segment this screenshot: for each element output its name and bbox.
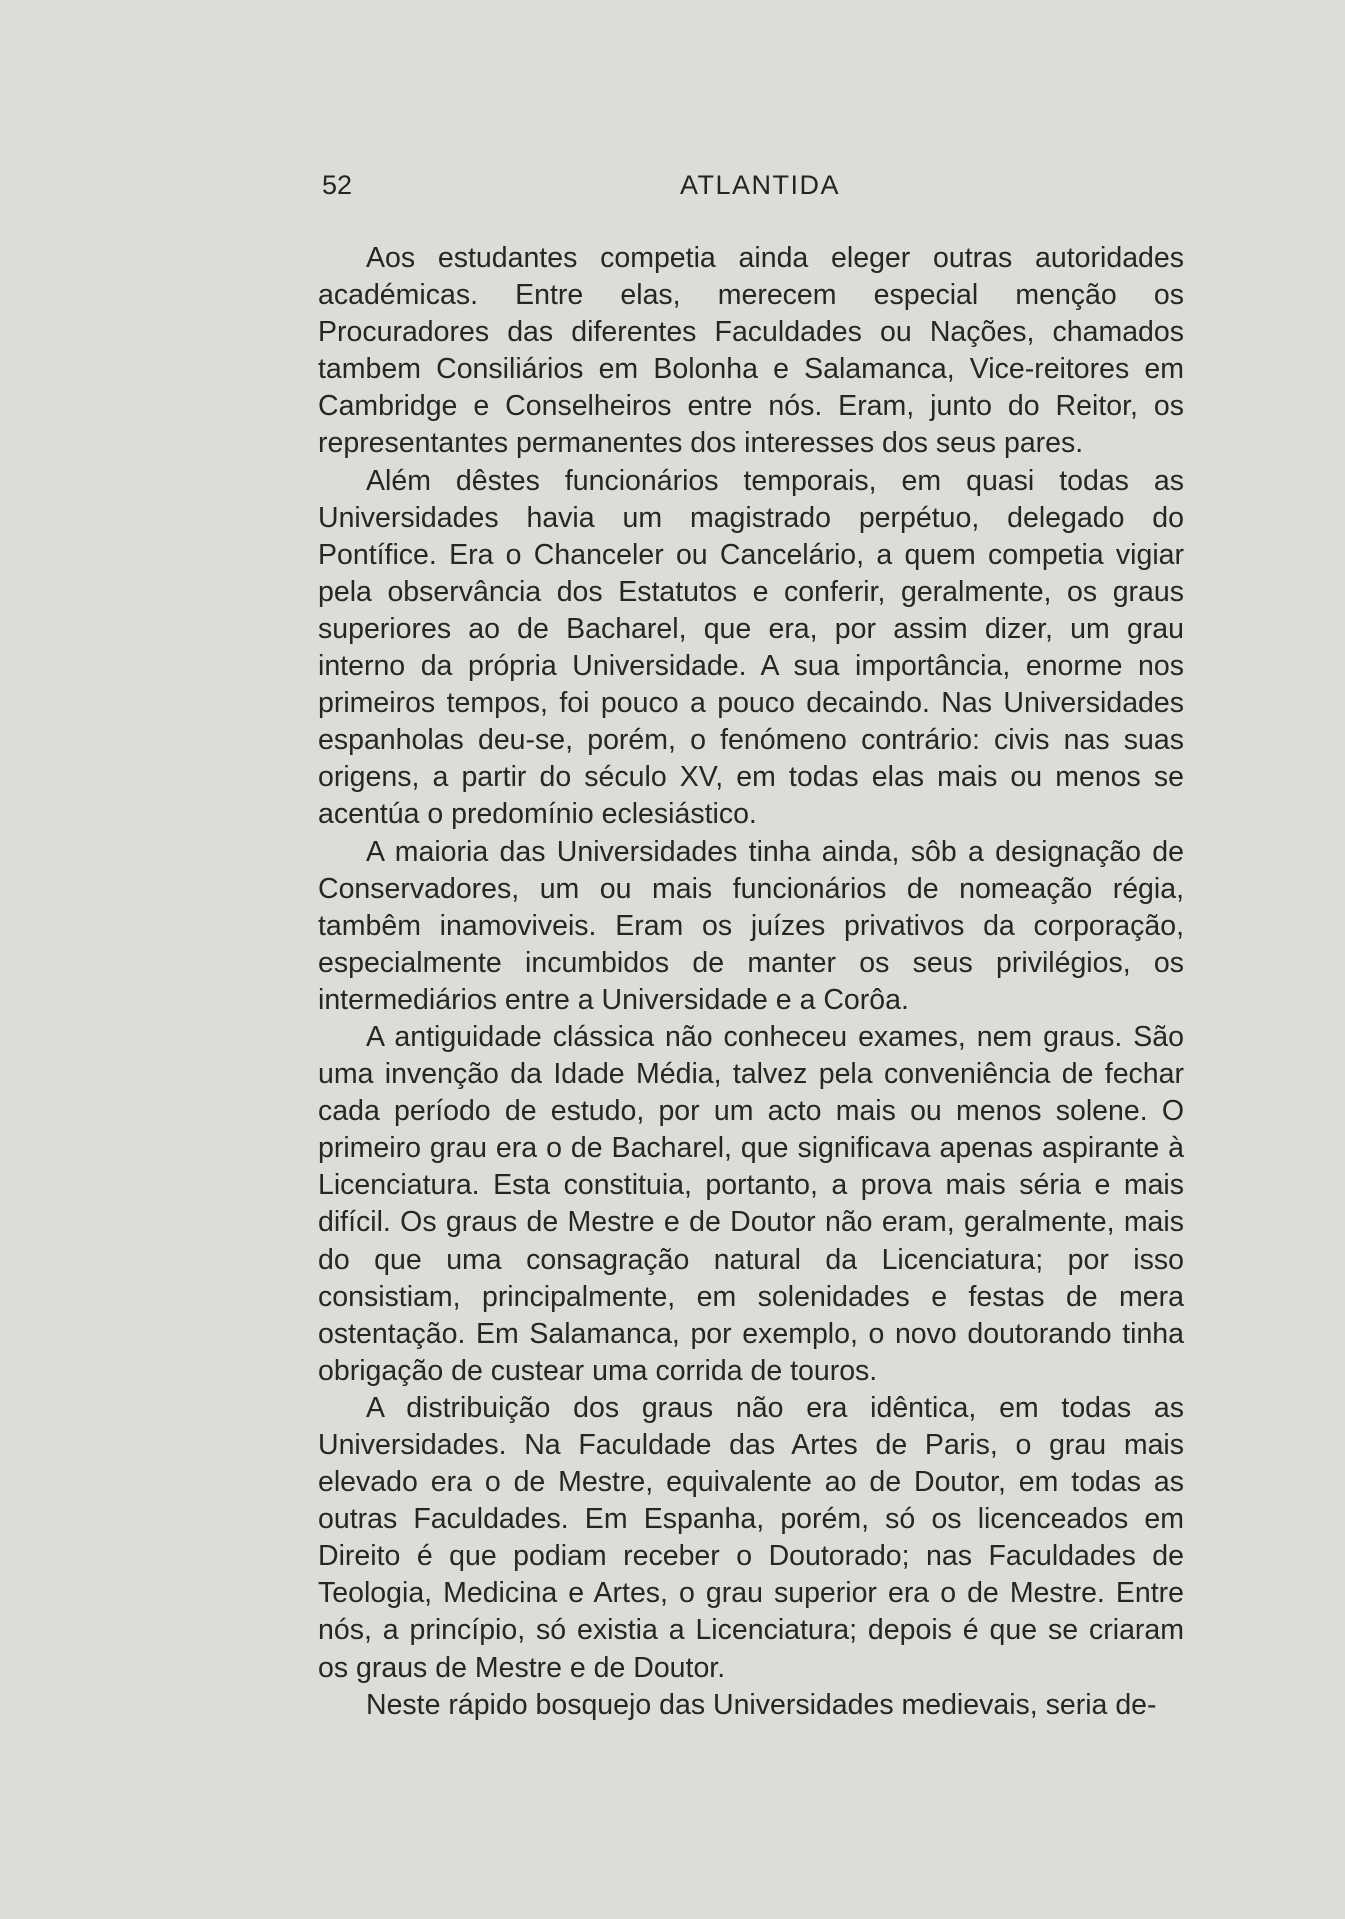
paragraph: Neste rápido bosquejo das Universidades medievais, seria de- [366,1688,1157,1721]
page-number: 52 [322,170,353,200]
page-header [322,170,1179,210]
paragraph: Além dêstes funcionários temporais, em quasi todas as Universidades havia um magistrado perpétuo, delegado do Pontífice. Era o Chanceler ou Cancelário, a quem competia vigiar pela observância dos Estatutos e conferir, geralmente, os graus superiores ao de Bacharel, que era, por assim dizer, um grau interno da própria Universidade. A sua importância, enorme nos primeiros tempos, foi pouco a pouco decaindo. Nas Universidades espanholas deu-se, porém, o fenómeno contrário: civis nas suas origens, a partir do século XV, em todas elas mais ou menos se acentúa o predomínio eclesiástico. [318,464,1184,831]
body-text [318,240,1184,1724]
running-title: ATLANTIDA [680,170,841,200]
paragraph: A antiguidade clássica não conheceu exames, nem graus. São uma invenção da Idade Média, talvez pela conveniência de fechar cada período de estudo, por um acto mais ou menos solene. O primeiro grau era o de Bacharel, que significava apenas aspirante à Licenciatura. Esta constituia, portanto, a prova mais séria e mais difícil. Os graus de Mestre e de Doutor não eram, geralmente, mais do que uma consagração natural da Licenciatura; por isso consistiam, principalmente, em solenidades e festas de mera ostentação. Em Salamanca, por exemplo, o novo doutorando tinha obrigação de custear uma corrida de touros. [318,1020,1184,1387]
paragraph: Aos estudantes competia ainda eleger outras autoridades académicas. Entre elas, merecem especial menção os Procuradores das diferentes Faculdades ou Nações, chamados tambem Consiliários em Bolonha e Salamanca, Vice-reitores em Cambridge e Conselheiros entre nós. Eram, junto do Reitor, os representantes permanentes dos interesses dos seus pares. [318,242,1184,460]
paragraph: A distribuição dos graus não era idêntica, em todas as Universidades. Na Faculdade das Artes de Paris, o grau mais elevado era o de Mestre, equivalente ao de Doutor, em todas as outras Faculdades. Em Espanha, porém, só os licenceados em Direito é que podiam receber o Doutorado; nas Faculdades de Teologia, Medicina e Artes, o grau superior era o de Mestre. Entre nós, a princípio, só existia a Licenciatura; depois é que se criaram os graus de Mestre e de Doutor. [318,1391,1184,1684]
paragraph: A maioria das Universidades tinha ainda, sôb a designação de Conservadores, um ou mais funcionários de nomeação régia, tambêm inamoviveis. Eram os juízes privativos da corporação, especialmente incumbidos de manter os seus privilégios, os intermediários entre a Universidade e a Corôa. [318,835,1184,1016]
